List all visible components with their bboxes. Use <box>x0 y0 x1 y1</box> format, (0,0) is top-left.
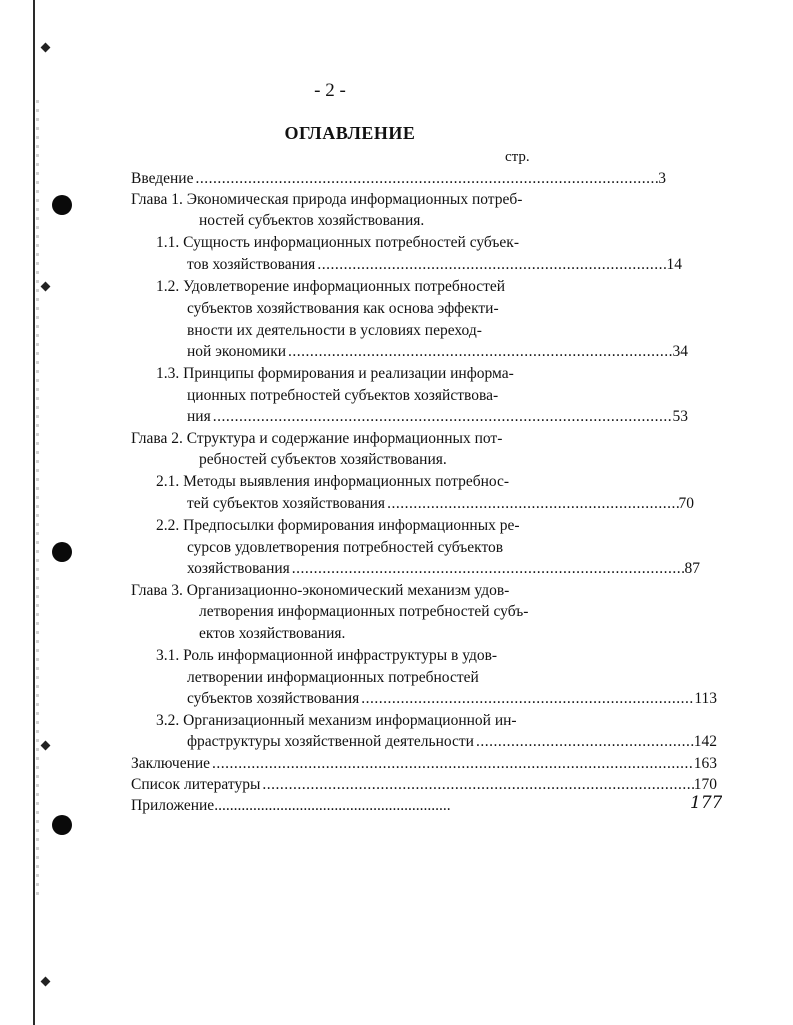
page-number: - 2 - <box>314 80 346 101</box>
toc-entry-page: 3 <box>658 170 666 187</box>
toc-section-1-2-last <box>187 341 688 362</box>
toc-leader-dots <box>361 688 694 709</box>
toc-entry-title: Введение <box>131 170 194 187</box>
toc-entry-page: 34 <box>672 343 688 360</box>
toc-chapter-3-line-3: ектов хозяйствования. <box>199 625 346 642</box>
toc-entry-appendix <box>131 795 491 816</box>
toc-entry-intro <box>131 168 666 189</box>
toc-entry-page: 170 <box>693 776 717 793</box>
scan-edge-line <box>33 0 35 1025</box>
scan-edge-shadow <box>36 100 39 900</box>
toc-leader-dots <box>387 493 678 514</box>
toc-section-3-2-last <box>187 731 717 752</box>
toc-chapter-1-line-2: ностей субъектов хозяйствования. <box>199 212 425 229</box>
toc-leader-dots <box>317 254 666 275</box>
toc-section-1-2-line-3: вности их деятельности в условиях переход- <box>187 322 482 339</box>
toc-leader-dots <box>212 753 694 774</box>
toc-section-3-1-last <box>187 688 717 709</box>
toc-entry-title: Приложение <box>131 797 215 814</box>
toc-section-2-2-line-2: сурсов удовлетворения потребностей субъектов <box>187 539 504 556</box>
toc-entry-title: Список литературы <box>131 776 261 793</box>
toc-chapter-3-line-2: летворения информационных потребностей субъ- <box>199 603 529 620</box>
scan-mark-icon <box>41 282 51 292</box>
toc-entry-title: тов хозяйствования <box>187 256 316 273</box>
toc-section-1-2-line-2: субъектов хозяйствования как основа эффекти- <box>187 300 499 317</box>
punch-hole-icon <box>52 195 72 215</box>
toc-leader-dots <box>476 731 694 752</box>
toc-entry-title: Заключение <box>131 755 211 772</box>
punch-hole-icon <box>52 815 72 835</box>
scan-mark-icon <box>41 977 51 987</box>
page-column-header: стр. <box>505 149 530 165</box>
toc-entry-page-handwritten: 177 <box>690 793 723 813</box>
toc-entry-title: ной экономики <box>187 343 287 360</box>
toc-section-1-1-last <box>187 254 682 275</box>
toc-entry-page: 142 <box>693 733 717 750</box>
toc-section-1-3-last <box>187 406 688 427</box>
toc-leader-dots <box>195 168 658 189</box>
toc-leader-dots <box>213 406 673 427</box>
toc-entry-references <box>131 774 717 795</box>
toc-section-3-2-line-1: 3.2. Организационный механизм информационной ин- <box>156 712 517 729</box>
toc-entry-page: 14 <box>666 256 682 273</box>
toc-section-1-3-line-1: 1.3. Принципы формирования и реализации информа- <box>156 365 514 382</box>
toc-leader-dots <box>262 774 693 795</box>
toc-chapter-2-line-2: ребностей субъектов хозяйствования. <box>199 451 447 468</box>
toc-section-1-1-line-1: 1.1. Сущность информационных потребностей субъек- <box>156 234 520 251</box>
toc-entry-conclusion <box>131 753 717 774</box>
toc-entry-title: ния <box>187 408 211 425</box>
toc-leader-dots <box>292 558 685 579</box>
toc-leader-dots: ............................................................. <box>214 797 451 814</box>
toc-section-2-2-last <box>187 558 700 579</box>
toc-chapter-3-line-1: Глава 3. Организационно-экономический механизм удов- <box>131 582 510 599</box>
toc-section-1-2-line-1: 1.2. Удовлетворение информационных потребностей <box>156 278 506 295</box>
toc-entry-title: хозяйствования <box>187 560 290 577</box>
punch-hole-icon <box>52 542 72 562</box>
page-title: ОГЛАВЛЕНИЕ <box>284 123 416 143</box>
toc-leader-dots <box>288 341 672 362</box>
toc-entry-title: тей субъектов хозяйствования <box>187 495 386 512</box>
toc-section-3-1-line-1: 3.1. Роль информационной инфраструктуры в удов- <box>156 647 498 664</box>
toc-section-3-1-line-2: летворении информационных потребностей <box>187 669 479 686</box>
toc-entry-page: 53 <box>672 408 688 425</box>
toc-entry-title: фраструктуры хозяйственной деятельности <box>187 733 474 750</box>
toc-section-2-1-last <box>187 493 694 514</box>
toc-entry-page: 87 <box>684 560 700 577</box>
toc-entry-page: 163 <box>693 755 717 772</box>
toc-chapter-2-line-1: Глава 2. Структура и содержание информационных пот- <box>131 430 503 447</box>
toc-section-2-2-line-1: 2.2. Предпосылки формирования информационных ре- <box>156 517 520 534</box>
toc-section-1-3-line-2: ционных потребностей субъектов хозяйствова- <box>187 387 499 404</box>
toc-entry-title: субъектов хозяйствования <box>187 690 360 707</box>
toc-section-2-1-line-1: 2.1. Методы выявления информационных потребнос- <box>156 473 510 490</box>
scan-mark-icon <box>41 741 51 751</box>
toc-entry-page: 70 <box>678 495 694 512</box>
scan-mark-icon <box>41 43 51 53</box>
toc-entry-page: 113 <box>694 690 717 707</box>
toc-chapter-1-line-1: Глава 1. Экономическая природа информационных потреб- <box>131 191 523 208</box>
